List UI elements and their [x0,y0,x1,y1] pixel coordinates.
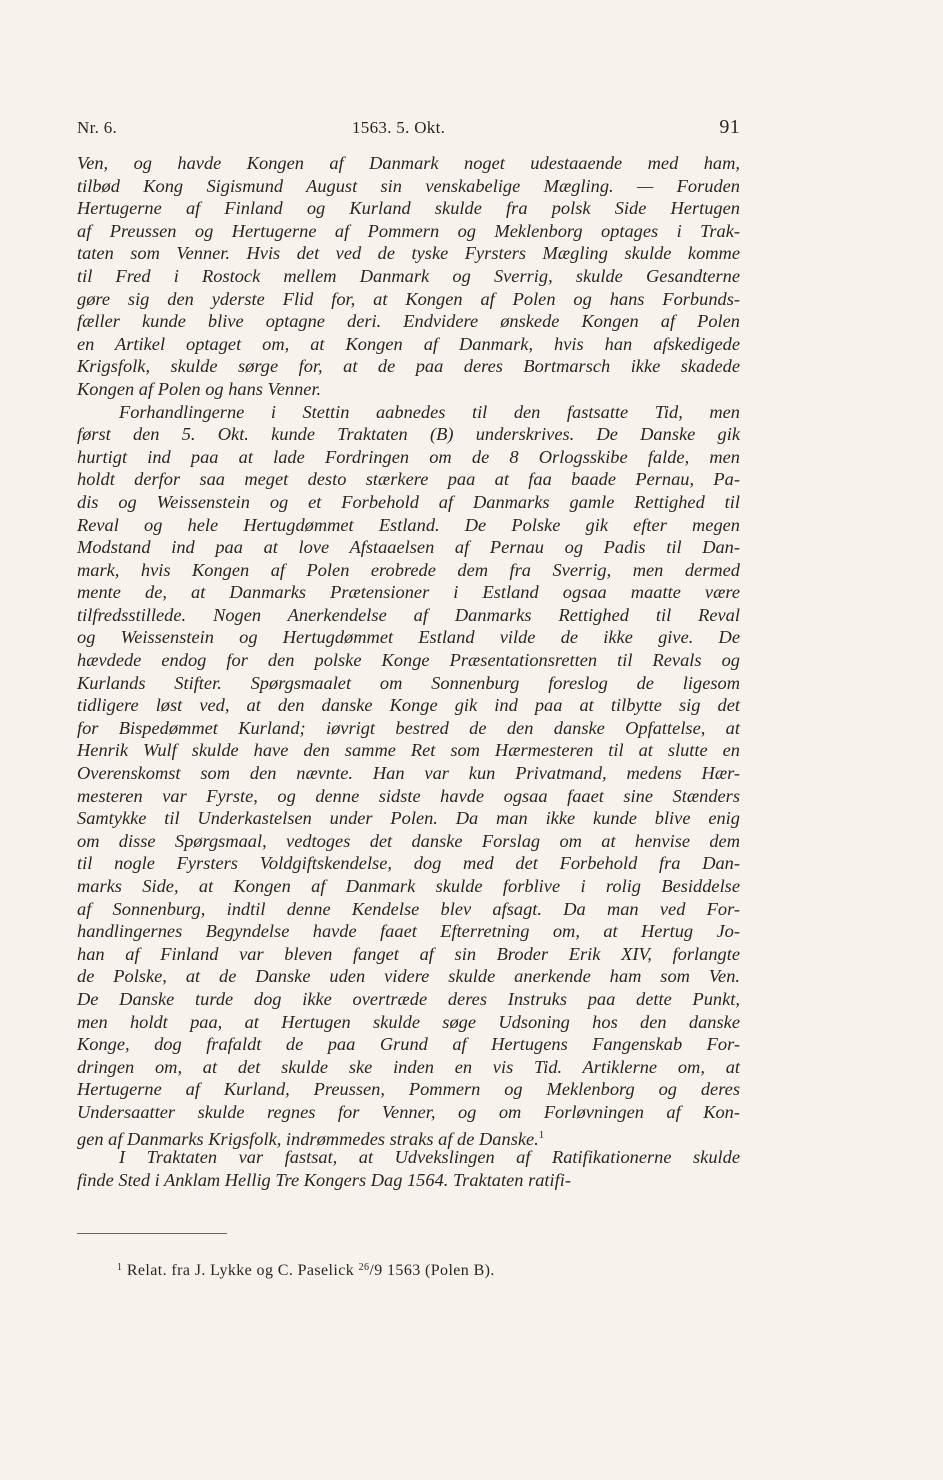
text-line: tilbød Kong Sigismund August sin venskabelige Mægling. — Foruden [77,175,740,196]
text-line: Krigsfolk, skulde sørge for, at de paa deres Bortmarsch ikke skadede [77,356,740,377]
text-line: Henrik Wulf skulde have den samme Ret som Hærmesteren til at slutte en [77,740,740,761]
text-line: Forhandlingerne i Stettin aabnedes til den fastsatte Tid, men [119,401,740,422]
footnote-text-before: Relat. fra J. Lykke og C. Paselick [126,1262,355,1279]
text-line: en Artikel optaget om, at Kongen af Danmark, hvis han afskedigede [77,333,740,354]
text-line: tilfredsstillede. Nogen Anerkendelse af Danmarks Rettighed til Reval [77,604,740,625]
text-line: Ven, og havde Kongen af Danmark noget udestaaende med ham, [77,153,740,173]
footnote-date-num: 26 [358,1262,370,1273]
text-line: til nogle Fyrsters Voldgiftskendelse, dog med det Forbehold fra Dan- [77,853,740,874]
text-line: finde Sted i Anklam Hellig Tre Kongers Dag 1564. Traktaten ratifi- [77,1169,571,1190]
text-line: om disse Spørgsmaal, vedtoges det danske Forslag om at henvise dem [77,830,740,851]
text-line: Hertugerne af Finland og Kurland skulde fra polsk Side Hertugen [77,198,740,219]
text-line: til Fred i Rostock mellem Danmark og Sverrig, skulde Gesandterne [77,265,740,286]
main-text [77,152,740,1191]
text-line-content: gen af Danmarks Krigsfolk, indrømmedes straks af de Danske. [77,1128,539,1149]
text-line: men holdt paa, at Hertugen skulde søge Udsoning hos den danske [77,1011,740,1032]
text-line: taten som Venner. Hvis det ved de tyske Fyrsters Mægling skulde komme [77,243,740,264]
text-line: Kongen af Polen og hans Venner. [77,378,322,399]
header-date: 1563. 5. Okt. [352,118,446,137]
text-line: dis og Weissenstein og et Forbehold af Danmarks gamle Rettighed til [77,491,740,512]
running-header [77,116,740,140]
text-line: og Weissenstein og Hertugdømmet Estland vilde de ikke give. De [77,627,740,648]
footnote-rule [77,1233,227,1234]
text-line: Hertugerne af Kurland, Preussen, Pommern og Meklenborg og deres [77,1079,740,1100]
text-line: fæller kunde blive optagne deri. Endvidere ønskede Kongen af Polen [77,311,740,332]
text-line: Overenskomst som den nævnte. Han var kun Privatmand, medens Hær- [77,763,740,784]
text-line: marks Side, at Kongen af Danmark skulde forblive i rolig Besiddelse [77,876,740,896]
text-line: Modstand ind paa at love Afstaaelsen af Pernau og Padis til Dan- [77,537,740,558]
issue-number: Nr. 6. [77,118,118,137]
text-line: dringen om, at det skulde ske inden en vis Tid. Artiklerne om, at [77,1056,740,1077]
text-line: Undersaatter skulde regnes for Venner, og om Forløvningen af Kon- [77,1101,740,1122]
text-line: handlingernes Begyndelse havde faaet Efterretning om, at Hertug Jo- [77,921,740,942]
text-line: Konge, dog frafaldt de paa Grund af Hertugens Fangenskab For- [77,1034,740,1055]
text-line [77,1124,740,1147]
paragraph [77,152,740,401]
paragraph [77,401,740,1147]
footnote-reference: 1 [538,1128,545,1141]
text-line: Reval og hele Hertugdømmet Estland. De Polske gik efter megen [77,514,740,535]
text-line: af Preussen og Hertugerne af Pommern og Meklenborg optages i Trak- [77,220,740,241]
text-line: Samtykke til Underkastelsen under Polen. Da man ikke kunde blive enig [77,808,740,829]
page-number: 91 [719,116,740,138]
text-line: gøre sig den yderste Flid for, at Kongen af Polen og hans Forbunds- [77,288,740,309]
footnote-marker: 1 [117,1262,123,1273]
text-line: hævdede endog for den polske Konge Præsentationsretten til Revals og [77,650,740,671]
text-line: I Traktaten var fastsat, at Udvekslingen af Ratifikationerne skulde [119,1147,740,1168]
text-line: Kurlands Stifter. Spørgsmaalet om Sonnenburg foreslog de ligesom [77,672,740,693]
text-line: holdt derfor saa meget desto stærkere paa at faa baade Pernau, Pa- [77,469,740,490]
paragraph [77,1146,740,1191]
text-line: først den 5. Okt. kunde Traktaten (B) underskrives. De Danske gik [77,424,740,445]
text-line: mesteren var Fyrste, og denne sidste havde ogsaa faaet sine Stænders [77,785,740,806]
footnote-date-den: /9 [369,1262,383,1279]
text-line: af Sonnenburg, indtil denne Kendelse blev afsagt. Da man ved For- [77,898,740,919]
text-line: mark, hvis Kongen af Polen erobrede dem fra Sverrig, men dermed [77,559,740,580]
text-line: mente de, at Danmarks Prætensioner i Estland ogsaa maatte være [77,582,740,603]
text-line: hurtigt ind paa at lade Fordringen om de 8 Orlogsskibe falde, men [77,446,740,467]
text-line: for Bispedømmet Kurland; iøvrigt bestred de den danske Opfattelse, at [77,717,740,738]
footnote-text-after: 1563 (Polen B). [387,1262,495,1279]
text-line: tidligere løst ved, at den danske Konge gik ind paa at tilbytte sig det [77,695,740,716]
text-line: De Danske turde dog ikke overtræde deres Instruks paa dette Punkt, [77,988,740,1009]
footnote [117,1262,495,1280]
text-line: han af Finland var bleven fanget af sin Broder Erik XIV, forlangte [77,943,740,964]
text-line: de Polske, at de Danske uden videre skulde anerkende ham som Ven. [77,966,740,987]
